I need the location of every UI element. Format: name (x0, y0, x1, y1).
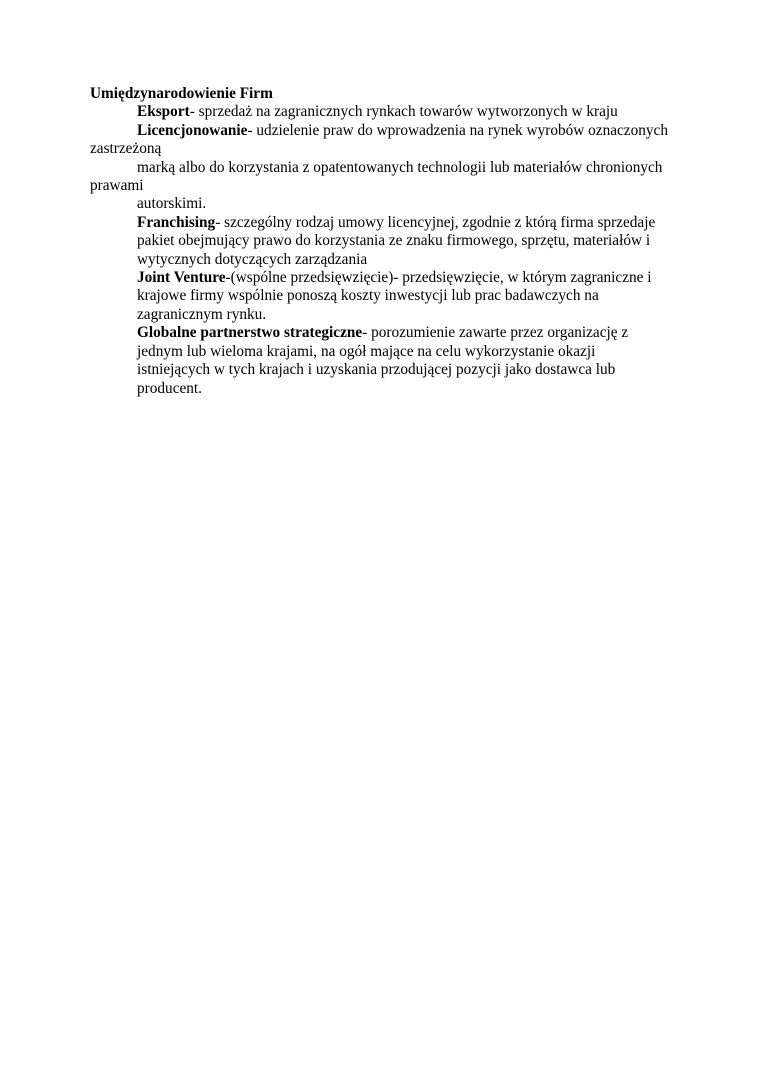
bold-term: Globalne partnerstwo strategiczne (137, 324, 363, 342)
text-line (90, 159, 700, 177)
bold-term: Joint Venture (137, 269, 226, 287)
bold-term: Franchising (137, 213, 216, 231)
text-line (90, 287, 700, 305)
bold-term: Eksport (137, 103, 190, 121)
line-text: zastrzeżoną (90, 140, 162, 158)
text-line (90, 177, 700, 195)
line-text: pakiet obejmujący prawo do korzystania ze znaku firmowego, sprzętu, materiałów i (137, 232, 651, 250)
text-line (90, 380, 700, 398)
text-line (90, 232, 700, 250)
line-text: wytycznych dotyczących zarządzania (137, 250, 368, 268)
line-text: autorskimi. (137, 195, 207, 213)
line-text: prawami (90, 177, 144, 195)
line-text: istniejących w tych krajach i uzyskania przodującej pozycji jako dostawca lub (137, 361, 616, 379)
text-line (90, 103, 700, 121)
line-text: producent. (137, 379, 202, 397)
text-line (90, 214, 700, 232)
line-text: marką albo do korzystania z opatentowanych technologii lub materiałów chronionych (137, 158, 663, 176)
text-line (90, 140, 700, 158)
line-text: -(wspólne przedsięwzięcie)- przedsięwzięcie, w którym zagraniczne i (225, 269, 652, 287)
text-line (90, 343, 700, 361)
text-line (90, 122, 700, 140)
line-text: - szczególny rodzaj umowy licencyjnej, zgodnie z którą firma sprzedaje (215, 213, 656, 231)
text-line (90, 195, 700, 213)
text-line (90, 306, 700, 324)
line-text: jednym lub wieloma krajami, na ogół mające na celu wykorzystanie okazji (137, 342, 596, 360)
text-line (90, 269, 700, 287)
text-line (90, 361, 700, 379)
line-text: - sprzedaż na zagranicznych rynkach towarów wytworzonych w kraju (189, 103, 618, 121)
text-line (90, 251, 700, 269)
text-line (90, 324, 700, 342)
bold-term: Licencjonowanie (137, 121, 248, 139)
document-heading: Umiędzynarodowienie Firm (90, 85, 273, 102)
document-text-block (90, 103, 700, 398)
line-text: zagranicznym rynku. (137, 305, 267, 323)
line-text: - udzielenie praw do wprowadzenia na rynek wyrobów oznaczonych (247, 121, 668, 139)
line-text: krajowe firmy wspólnie ponoszą koszty inwestycji lub prac badawczych na (137, 287, 599, 305)
line-text: - porozumienie zawarte przez organizację z (362, 324, 629, 342)
